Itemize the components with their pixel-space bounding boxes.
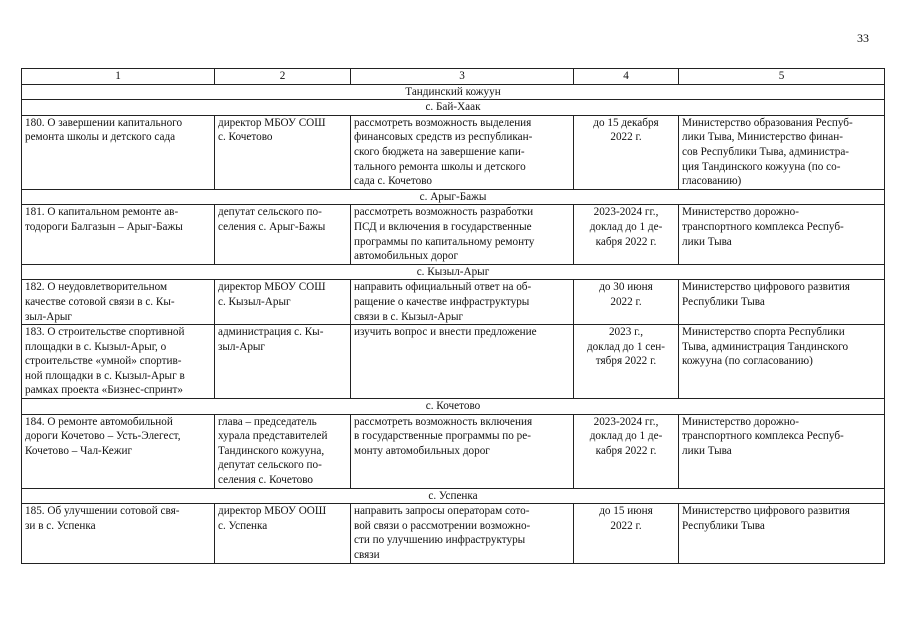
column-header-1: 1	[22, 69, 215, 85]
table-row	[22, 115, 885, 189]
responsible-cell: Министерство дорожно- транспортного комплекса Респуб- лики Тыва	[679, 414, 885, 488]
initiator-cell: глава – председатель хурала представителей Тандинского кожууна, депутат сельского по- селения с. Кочетово	[215, 414, 351, 488]
responsible-cell: Министерство образования Респуб- лики Тыва, Министерство финан- сов Республики Тыва, администра- ция Тандинского кожууна (по со- гласованию)	[679, 115, 885, 189]
table-row	[22, 280, 885, 325]
issue-cell: 180. О завершении капитального ремонта школы и детского сада	[22, 115, 215, 189]
table-body	[22, 69, 885, 564]
table-row	[22, 205, 885, 264]
responsible-cell: Министерство спорта Республики Тыва, администрация Тандинского кожууна (по согласованию)	[679, 325, 885, 399]
table-row	[22, 325, 885, 399]
table-row	[22, 414, 885, 488]
initiator-cell: депутат сельского по- селения с. Арыг-Бажы	[215, 205, 351, 264]
locality-name: с. Арыг-Бажы	[22, 189, 885, 205]
column-header-2: 2	[215, 69, 351, 85]
page-number: 33	[857, 31, 869, 45]
column-number-row	[22, 69, 885, 85]
issue-cell: 183. О строительстве спортивной площадки в с. Кызыл-Арыг, о строительстве «умной» спортив- ной площадки в с. Кызыл-Арыг в рамках проекта «Бизнес-спринт»	[22, 325, 215, 399]
action-cell: изучить вопрос и внести предложение	[351, 325, 574, 399]
action-cell: рассмотреть возможность разработки ПСД и включения в государственные программы по капитальному ремонту автомобильных дорог	[351, 205, 574, 264]
locality-name: с. Кочетово	[22, 399, 885, 415]
deadline-cell: до 15 июня 2022 г.	[574, 504, 679, 563]
locality-name: с. Успенка	[22, 488, 885, 504]
column-header-4: 4	[574, 69, 679, 85]
action-cell: рассмотреть возможность включения в государственные программы по ре- монту автомобильных дорог	[351, 414, 574, 488]
deadline-cell: 2023-2024 гг., доклад до 1 де- кабря 2022 г.	[574, 414, 679, 488]
responsible-cell: Министерство дорожно- транспортного комплекса Респуб- лики Тыва	[679, 205, 885, 264]
initiator-cell: директор МБОУ ООШ с. Успенка	[215, 504, 351, 563]
responsible-cell: Министерство цифрового развития Республики Тыва	[679, 504, 885, 563]
responsible-cell: Министерство цифрового развития Республики Тыва	[679, 280, 885, 325]
issue-cell: 184. О ремонте автомобильной дороги Кочетово – Усть-Элегест, Кочетово – Чал-Кежиг	[22, 414, 215, 488]
deadline-cell: 2023-2024 гг., доклад до 1 де- кабря 2022 г.	[574, 205, 679, 264]
initiator-cell: директор МБОУ СОШ с. Кочетово	[215, 115, 351, 189]
locality-row	[22, 264, 885, 280]
action-cell: направить запросы операторам сото- вой связи о рассмотрении возможно- сти по улучшению инфраструктуры связи	[351, 504, 574, 563]
column-header-3: 3	[351, 69, 574, 85]
locality-row	[22, 189, 885, 205]
locality-row	[22, 488, 885, 504]
locality-name: с. Кызыл-Арыг	[22, 264, 885, 280]
initiator-cell: директор МБОУ СОШ с. Кызыл-Арыг	[215, 280, 351, 325]
issue-cell: 185. Об улучшении сотовой свя- зи в с. Успенка	[22, 504, 215, 563]
column-header-5: 5	[679, 69, 885, 85]
issue-cell: 182. О неудовлетворительном качестве сотовой связи в с. Кы- зыл-Арыг	[22, 280, 215, 325]
locality-row	[22, 399, 885, 415]
district-row	[22, 84, 885, 100]
district-name: Тандинский кожуун	[22, 84, 885, 100]
locality-row	[22, 100, 885, 116]
table-row	[22, 504, 885, 563]
issue-cell: 181. О капитальном ремонте ав- тодороги Балгазын – Арыг-Бажы	[22, 205, 215, 264]
measures-table	[21, 68, 885, 564]
deadline-cell: 2023 г., доклад до 1 сен- тября 2022 г.	[574, 325, 679, 399]
deadline-cell: до 30 июня 2022 г.	[574, 280, 679, 325]
locality-name: с. Бай-Хаак	[22, 100, 885, 116]
initiator-cell: администрация с. Кы- зыл-Арыг	[215, 325, 351, 399]
action-cell: направить официальный ответ на об- ращение о качестве инфраструктуры связи в с. Кызыл-Арыг	[351, 280, 574, 325]
action-cell: рассмотреть возможность выделения финансовых средств из республикан- ского бюджета на завершение капи- тального ремонта школы и детского сада с. Кочетово	[351, 115, 574, 189]
deadline-cell: до 15 декабря 2022 г.	[574, 115, 679, 189]
